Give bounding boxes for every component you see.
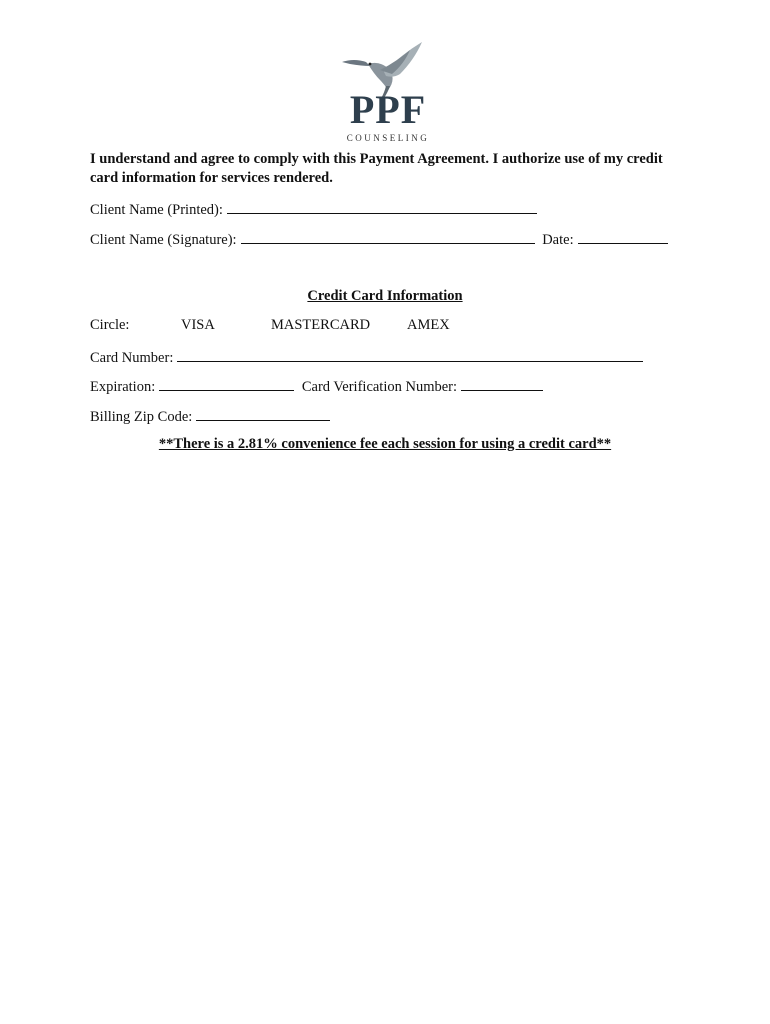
agreement-statement: I understand and agree to comply with this Payment Agreement. I authorize use of my credit card information for services rendered.: [90, 151, 663, 186]
client-name-printed-field[interactable]: [227, 199, 537, 214]
billing-zip-field[interactable]: [196, 406, 330, 421]
billing-zip-row: [90, 406, 330, 426]
cvv-label: Card Verification Number:: [301, 379, 458, 395]
cvv-field[interactable]: [461, 376, 543, 391]
circle-option-mastercard[interactable]: MASTERCARD: [271, 317, 371, 333]
client-name-signature-row: [90, 229, 668, 249]
date-field[interactable]: [578, 229, 668, 244]
client-name-signature-field[interactable]: [241, 229, 535, 244]
logo-subtitle: COUNSELING: [346, 133, 430, 143]
date-label: Date:: [542, 232, 574, 248]
circle-label: Circle:: [90, 317, 130, 333]
circle-option-amex[interactable]: AMEX: [407, 317, 450, 333]
client-name-signature-label: Client Name (Signature):: [90, 232, 237, 248]
circle-option-visa[interactable]: VISA: [181, 317, 215, 333]
card-number-field[interactable]: [177, 347, 643, 362]
billing-zip-label: Billing Zip Code:: [90, 409, 193, 425]
convenience-fee-note: **There is a 2.81% convenience fee each session for using a credit card**: [158, 436, 612, 452]
card-number-row: [90, 347, 643, 367]
credit-card-heading: Credit Card Information: [307, 288, 463, 304]
card-number-label: Card Number:: [90, 350, 174, 366]
logo-letters: PPF: [349, 87, 427, 132]
ppf-counseling-logo: [330, 40, 440, 150]
expiration-field[interactable]: [159, 376, 294, 391]
client-name-printed-label: Client Name (Printed):: [90, 202, 223, 218]
expiration-row: [90, 376, 543, 396]
client-name-printed-row: [90, 199, 537, 219]
expiration-label: Expiration:: [90, 379, 156, 395]
